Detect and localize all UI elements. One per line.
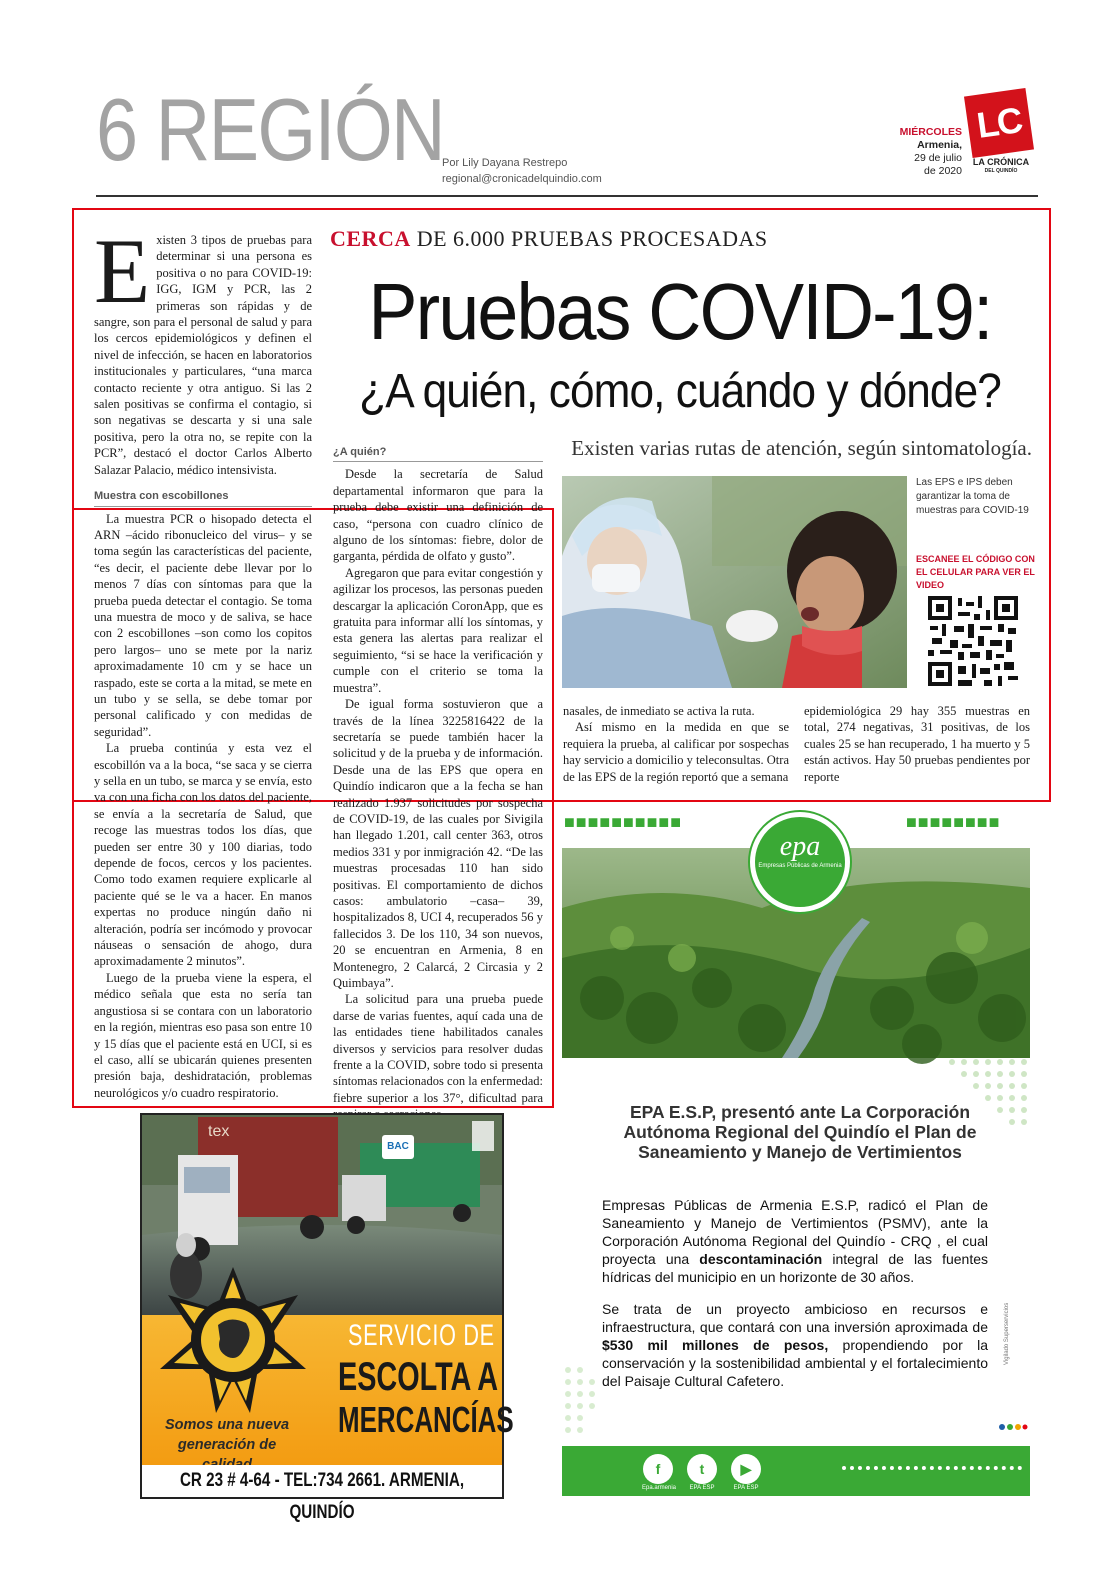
newspaper-logo	[966, 92, 1038, 172]
epa-ad-body	[602, 1196, 988, 1404]
qr-code[interactable]	[928, 596, 1018, 686]
address-bar	[142, 1465, 502, 1523]
paragraph: La muestra PCR o hisopado detecta el ARN –ácido ribonucleico del virus– y se toma según las características del paciente, “es decir, el paciente debe llevar por lo menos 7 días con síntomas para que la prueba pueda detectar el contagio. Se toma una muestra de moco y de saliva, se hace con 2 escobillones –son como los copitos pero largos– uno se mete por la nariz aproximadamente 10 cm y se hace un raspado, este se corta a la mitad, se mete en un tubo y se sella, se debe tomar por personal calificado y con medidas de seguridad”.	[94, 511, 312, 739]
subhead: Muestra con escobillones	[94, 488, 312, 506]
epa-paragraph	[602, 1196, 988, 1286]
logo-sub: DEL QUINDÍO	[984, 168, 1018, 174]
headline: Pruebas COVID-19:	[368, 267, 992, 356]
social-label: EPA ESP	[689, 1485, 715, 1491]
epa-logo-tag: Empresas Públicas de Armenia	[758, 863, 842, 869]
youtube-icon: ▶	[731, 1454, 761, 1484]
bac-logo: BAC	[382, 1135, 414, 1159]
covid-test-photo	[562, 476, 907, 688]
kicker-text: DE 6.000 PRUEBAS PROCESADAS	[416, 226, 768, 251]
paragraph: Desde la secretaría de Salud departamental informaron que para la prueba debe existir una definición de caso, “persona con cuadro clínico de alguno de los síntomas: fiebre, dolor de garganta, pérdida de olfato y gusto”.	[333, 467, 543, 564]
social-label: EPA ESP	[733, 1485, 759, 1491]
text: propendiendo por la conservación y la sostenibilidad ambiental y el fortalecimiento del Paisaje Cultural Cafetero.	[602, 1337, 988, 1389]
twitter-icon: t	[687, 1454, 717, 1484]
date-city: Armenia,	[917, 139, 962, 151]
youtube-link[interactable]	[730, 1454, 762, 1492]
paragraph: Agregaron que para evitar congestión y agilizar los procesos, las personas pueden descargar la aplicación CoronApp, que es gratuita para informar allí los síntomas, y esta genera las alertas para realizar el seguimiento, “si se hace la verificación y cumple con el criterio se toma la muestra”.	[333, 565, 543, 695]
epa-dots-left: ■■■■■■■■■■	[564, 814, 683, 834]
epa-footer	[562, 1446, 1030, 1496]
facebook-link[interactable]	[642, 1454, 677, 1492]
article-column-1	[94, 220, 312, 1101]
date-year: de 2020	[924, 165, 962, 177]
epa-dot-pattern-left	[562, 1360, 598, 1444]
text-bold: descontaminación	[699, 1251, 823, 1267]
byline-email: regional@cronicadelquindio.com	[442, 173, 602, 185]
text: Empresas Públicas de Armenia E.S.P, radicó el Plan de Saneamiento y Manejo de Vertimientos (PSMV), ante la Corporación Autónoma Regional del Quindío - CRQ , el cual proyecta una	[602, 1197, 988, 1267]
date-day: 29 de julio	[914, 152, 962, 164]
epa-dots-right: ■■■■■■■■	[906, 814, 1001, 834]
twitter-link[interactable]	[686, 1454, 718, 1492]
header-rule	[96, 195, 1038, 197]
servicio-de: SERVICIO DE	[348, 1319, 495, 1352]
date-weekday: MIÉRCOLES	[899, 126, 962, 138]
paragraph: Luego de la prueba viene la espera, el médico señala que esta no sería tan angustiosa si se contara con un laboratorio en la región, mientras eso pasa son entre 10 y 15 días que el paciente está en UCI, si es el caso, allí se ubicarán quienes presenten presión baja, deshidratación, problemas neurológicos y/o cuadro respiratorio.	[94, 970, 312, 1100]
paragraph: epidemiológica 29 hay 355 muestras en total, 274 negativas, 31 positivas, de los cuales 25 se han recuperado, 1 ha muerto y 5 están activos. Hay 50 pruebas pendientes por reporte	[804, 704, 1030, 784]
issue-date	[880, 126, 962, 178]
paragraph: Así mismo en la medida en que se requiera la prueba, al calificar por sospechas hay servicio a domicilio y teleconsultas. Otra de las EPS de la región reportó que a semana	[563, 720, 789, 784]
facebook-icon: f	[643, 1454, 673, 1484]
byline-author: Por Lily Dayana Restrepo	[442, 157, 568, 169]
address-text: CR 23 # 4-64 - TEL:734 2661. ARMENIA, QUINDÍO	[179, 1470, 465, 1523]
epa-ad-title: EPA E.S.P, presentó ante La Corporación Autónoma Regional del Quindío el Plan de Saneamiento y Manejo de Vertimientos	[623, 1102, 977, 1162]
supersalud-logo	[998, 1420, 1028, 1434]
epa-paragraph	[602, 1300, 988, 1390]
photo-caption: Las EPS e IPS deben garantizar la toma de muestras para COVID-19	[916, 477, 1029, 516]
epa-logo	[750, 812, 850, 912]
truck-brand: tex	[208, 1123, 230, 1140]
slogan: Somos una nueva generación de	[164, 1417, 290, 1453]
article-column-3	[563, 703, 789, 785]
paragraph: nasales, de inmediato se activa la ruta.	[563, 704, 755, 718]
scan-instruction: ESCANEE EL CÓDIGO CON EL CELULAR PARA VER EL VIDEO	[916, 554, 1035, 590]
paragraph	[94, 220, 312, 478]
security-star-emblem	[158, 1265, 308, 1415]
text-bold: $530 mil millones de pesos,	[602, 1337, 829, 1353]
logo-name-text: LA CRÓNICA	[972, 157, 1030, 167]
text: integral de las fuentes hídricas del municipio en un horizonte de 30 años.	[602, 1251, 988, 1285]
paragraph: La prueba continúa y esta vez el escobillón va a la boca, “se saca y se cierra y sella en un tubo, se marca y se envía, esto va con una ficha con los datos del paciente, se envía a la secretaría de Salud, que recoge las muestras todos los días, que pueden ser entre 30 y 100 diarias, todo depende de focos, cercos y los pacientes. Como todo examen requiere explicarle al paciente qué se le va a hacer. En manos expertas no produce ningún daño ni alteración, podría ser incómodo y provocar náuseas o sensación de ahogo, dura aproximadamente 2 minutos”.	[94, 741, 312, 969]
dek: Existen varias rutas de atención, según sintomatología.	[571, 436, 1032, 460]
vigilado-label: Vigilado Superservicios	[1004, 1302, 1010, 1365]
epa-logo-word: epa	[779, 831, 821, 862]
paragraph: La solicitud para una prueba puede darse de varias fuentes, aquí cada una de las entidades tiene habilitados canales diversos y servicios para resolver dudas frente a la COVID, sobre todo si presenta síntomas relacionados con la enfermedad: fiebre superior a los 37°, dificultad para	[333, 992, 543, 1105]
social-label: Epa.armenia	[642, 1485, 677, 1491]
kicker-highlight: CERCA	[330, 226, 411, 251]
subhead: ¿A quién?	[333, 444, 543, 462]
article-column-4	[804, 703, 1030, 785]
paragraph-text: xisten 3 tipos de pruebas para determinar si una persona es positiva o no para COVID-19: IGG, IGM y PCR, las 2 primeras son rápidas y de sangre, son para el personal de salud y para los cercos epidemiológicos y definen el nivel de infección, se hacen en laboratorios institucionales y particulares, “una marca contacto reciente y otra antiguo. Si las 2 salen positivas se confirma el contagio, si son negativas se descarta y si una sale positiva, pero la otra no, se repite con la PCR”, destacó el doctor Carlos Alberto Salazar Palacio, médico intensivista.	[94, 233, 312, 477]
section-title: 6 REGIÓN	[96, 80, 444, 179]
logo-name	[966, 158, 1036, 176]
logo-mark: LC	[964, 88, 1034, 158]
paragraph: De igual forma sostuvieron que a través de la línea 3225816422 de la secretaría se puede también hacer la solicitud y de la prueba y de información. Desde una de las EPS que opera en Quindío indicaron que a la fecha se han realizado 1.937 solicitudes por sospecha de COVID-19, de las cuales por Sivigila han llegado 1.201, call center 363, otros medios 331 y por inmigración 42. “De las muestras procesadas 110 han sido positivas. El comportamiento de dichos casos: ambulatorio –casa– 39, hospitalizados 8, UCI 4, recuperados 56 y fallecidos 3. De los 110, 34 son nuevos, 20 se encuentran en Armenia, 8 en Montenegro, 2 Calarcá, 2 Circasia y 2 Quimbaya”.	[333, 697, 543, 990]
drop-cap: E	[94, 220, 151, 322]
byline	[442, 155, 602, 187]
escolta-ad	[140, 1113, 514, 1523]
footer-dots	[842, 1466, 1022, 1470]
kicker	[330, 226, 768, 252]
article-column-2	[333, 436, 543, 1123]
subheadline: ¿A quién, cómo, cuándo y dónde?	[359, 365, 1001, 418]
mercancias: MERCANCÍAS	[338, 1399, 514, 1440]
escolta-a: ESCOLTA A	[338, 1355, 498, 1399]
text: Se trata de un proyecto ambicioso en recursos e infraestructura, que contará con una inversión aproximada de	[602, 1301, 988, 1335]
